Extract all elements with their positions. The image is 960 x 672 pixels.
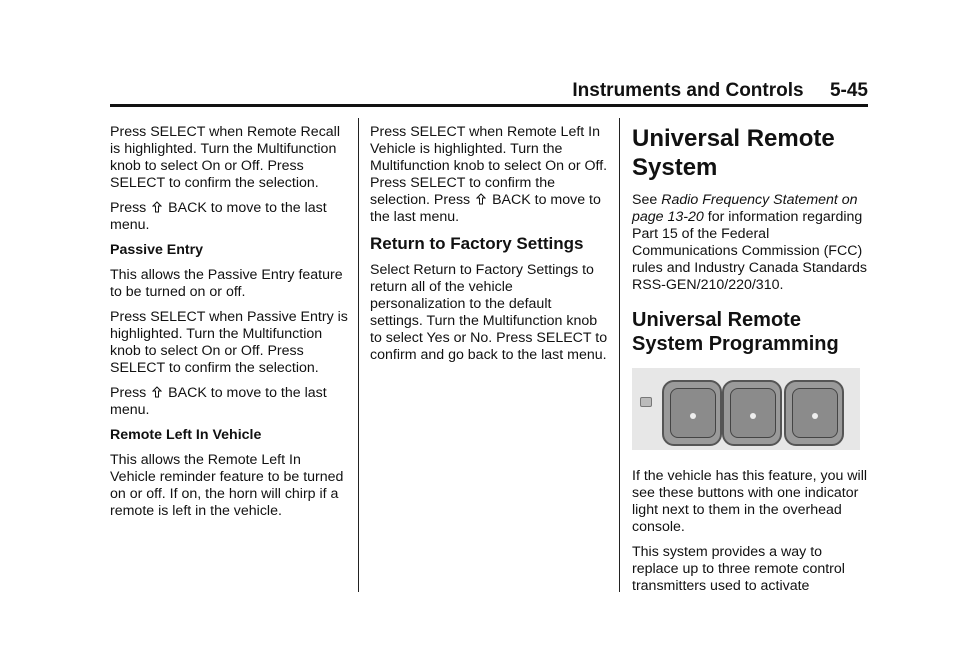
paragraph xyxy=(632,192,868,294)
cross-reference: Radio Frequency Statement on page 13-20 xyxy=(632,192,858,225)
column-divider xyxy=(619,118,620,592)
paragraph: Press SELECT when Passive Entry is highlighted. Turn the Multifunction knob to select On or Off. Press SELECT to confirm the selection. xyxy=(110,309,348,376)
text: Press xyxy=(110,385,147,401)
remote-button-icon xyxy=(784,380,844,446)
paragraph: If the vehicle has this feature, you will see these buttons with one indicator light next to them in the overhead console. xyxy=(632,468,868,535)
header-title: Instruments and Controls 5-45 xyxy=(572,80,868,101)
column-2 xyxy=(370,124,608,372)
remote-button-icon xyxy=(722,380,782,446)
paragraph xyxy=(370,124,608,226)
section-heading-factory: Return to Factory Settings xyxy=(370,234,584,253)
subheading-remote-left: Remote Left In Vehicle xyxy=(110,427,262,443)
remote-buttons-illustration xyxy=(632,368,860,450)
section-heading-programming: Universal Remote System Programming xyxy=(632,309,839,355)
text: Press SELECT when Remote Left In Vehicle is highlighted. Turn the Multifunction knob to select On or Off. Press SELECT to confirm the selection. Press xyxy=(370,124,608,208)
back-arrow-icon xyxy=(476,193,486,205)
paragraph: Select Return to Factory Settings to return all of the vehicle personalization to the default settings. Turn the Multifunction knob to select Yes or No. Press SELECT to confirm and go back to the last menu. xyxy=(370,262,608,363)
column-1 xyxy=(110,124,348,528)
column-divider xyxy=(358,118,359,592)
paragraph: This allows the Passive Entry feature to be turned on or off. xyxy=(110,267,343,300)
section-heading-universal-remote: Universal Remote System xyxy=(632,125,835,181)
page-header xyxy=(110,80,868,102)
subheading-passive-entry: Passive Entry xyxy=(110,242,204,258)
paragraph: This allows the Remote Left In Vehicle reminder feature to be turned on or off. If on, the horn will chirp if a remote is left in the vehicle. xyxy=(110,452,344,519)
back-arrow-icon xyxy=(152,201,162,213)
text: See xyxy=(632,192,658,208)
paragraph xyxy=(110,200,348,234)
text: BACK to move to the last menu. xyxy=(110,385,327,418)
back-arrow-icon xyxy=(152,386,162,398)
paragraph: Press SELECT when Remote Recall is highlighted. Turn the Multifunction knob to select On or Off. Press SELECT to confirm the selection. xyxy=(110,124,340,191)
text: BACK to move to the last menu. xyxy=(370,192,601,225)
text: for information regarding Part 15 of the Federal Communications Commission (FCC) rules and Industry Canada Standards RSS-GEN/210/220/310. xyxy=(632,209,868,293)
column-3 xyxy=(632,124,868,603)
header-rule xyxy=(110,104,868,107)
paragraph xyxy=(110,385,348,419)
text: Press xyxy=(110,200,147,216)
remote-button-icon xyxy=(662,380,722,446)
paragraph: This system provides a way to replace up to three remote control transmitters used to activate xyxy=(632,544,845,594)
text: BACK to move to the last menu. xyxy=(110,200,327,233)
indicator-light-icon xyxy=(640,397,652,407)
